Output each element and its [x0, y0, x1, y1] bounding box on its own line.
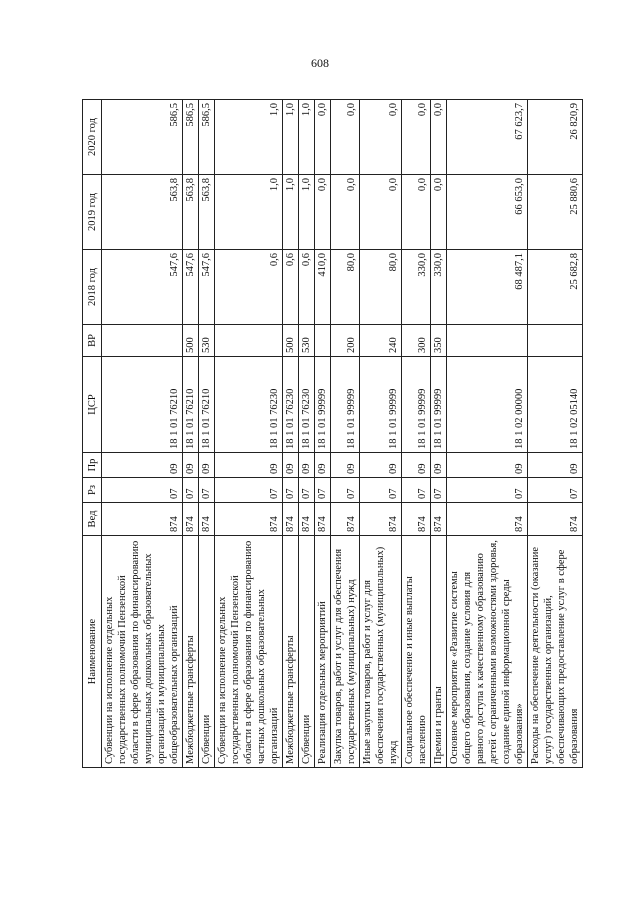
cell-ved: 874: [315, 503, 331, 536]
table-row: [102, 100, 183, 768]
cell-ved: 874: [199, 503, 215, 536]
cell-2018: 547,6: [102, 250, 183, 325]
cell-csr: 18 1 01 76230: [283, 357, 299, 453]
cell-pr: 09: [331, 453, 360, 478]
cell-vr: 350: [431, 325, 447, 357]
header-name: Наименование: [83, 536, 102, 768]
cell-csr: 18 1 01 76230: [299, 357, 315, 453]
cell-2018: 80,0: [360, 250, 402, 325]
cell-2019: 66 653,0: [447, 175, 528, 250]
cell-csr: 18 1 01 99999: [360, 357, 402, 453]
cell-2019: 1,0: [215, 175, 283, 250]
cell-pr: 09: [360, 453, 402, 478]
cell-vr: [102, 325, 183, 357]
cell-pr: 09: [528, 453, 583, 478]
cell-csr: 18 1 01 99999: [402, 357, 431, 453]
cell-2018: 410,0: [315, 250, 331, 325]
cell-2018: 330,0: [402, 250, 431, 325]
cell-2019: 1,0: [299, 175, 315, 250]
table-row: [315, 100, 331, 768]
cell-vr: 530: [299, 325, 315, 357]
cell-2020: 0,0: [331, 100, 360, 175]
cell-name: Субвенции на исполнение отдельных государственных полномочий Пензенской области в сфере образования по финансированию муниципальных дошкольных образовательных организаций и муниципальных общеобразовательных организаций: [102, 536, 183, 768]
cell-rz: 07: [528, 478, 583, 503]
cell-2020: 1,0: [299, 100, 315, 175]
cell-rz: 07: [360, 478, 402, 503]
table-row: [528, 100, 583, 768]
cell-name: Иные закупки товаров, работ и услуг для обеспечения государственных (муниципальных) нужд: [360, 536, 402, 768]
table-row: [283, 100, 299, 768]
header-vr: ВР: [83, 325, 102, 357]
cell-ved: 874: [215, 503, 283, 536]
cell-name: Расходы на обеспечение деятельности (оказание услуг) государственных организаций, обеспечивающих предоставление услуг в сфере образования: [528, 536, 583, 768]
cell-pr: 09: [199, 453, 215, 478]
page-number: 608: [311, 56, 329, 70]
cell-2018: 0,6: [215, 250, 283, 325]
cell-2020: 586,5: [199, 100, 215, 175]
cell-2018: 25 682,8: [528, 250, 583, 325]
cell-csr: 18 1 01 76210: [183, 357, 199, 453]
cell-rz: 07: [183, 478, 199, 503]
cell-2020: 0,0: [315, 100, 331, 175]
cell-name: Реализация отдельных мероприятий: [315, 536, 331, 768]
cell-rz: 07: [331, 478, 360, 503]
cell-ved: 874: [283, 503, 299, 536]
cell-2019: 0,0: [360, 175, 402, 250]
cell-pr: 09: [431, 453, 447, 478]
header-2020: 2020 год: [83, 100, 102, 175]
cell-2020: 1,0: [283, 100, 299, 175]
table-row: [402, 100, 431, 768]
cell-vr: 530: [199, 325, 215, 357]
cell-pr: 09: [283, 453, 299, 478]
cell-name: Социальное обеспечение и иные выплаты населению: [402, 536, 431, 768]
cell-2018: 68 487,1: [447, 250, 528, 325]
cell-pr: 09: [315, 453, 331, 478]
cell-2018: 330,0: [431, 250, 447, 325]
cell-name: Субвенции: [199, 536, 215, 768]
cell-ved: 874: [431, 503, 447, 536]
cell-csr: 18 1 01 76230: [215, 357, 283, 453]
cell-2020: 586,5: [183, 100, 199, 175]
cell-ved: 874: [360, 503, 402, 536]
cell-ved: 874: [447, 503, 528, 536]
cell-2019: 0,0: [431, 175, 447, 250]
table-row: [360, 100, 402, 768]
cell-csr: 18 1 01 99999: [431, 357, 447, 453]
cell-2018: 547,6: [199, 250, 215, 325]
cell-name: Закупка товаров, работ и услуг для обеспечения государственных (муниципальных) нужд: [331, 536, 360, 768]
cell-2019: 0,0: [331, 175, 360, 250]
cell-ved: 874: [183, 503, 199, 536]
cell-csr: 18 1 02 05140: [528, 357, 583, 453]
header-ved: Вед: [83, 503, 102, 536]
cell-vr: 240: [360, 325, 402, 357]
cell-rz: 07: [402, 478, 431, 503]
cell-ved: 874: [102, 503, 183, 536]
table-row: [215, 100, 283, 768]
table-row: [183, 100, 199, 768]
cell-2019: 0,0: [315, 175, 331, 250]
cell-2020: 0,0: [431, 100, 447, 175]
cell-csr: 18 1 02 00000: [447, 357, 528, 453]
cell-pr: 09: [299, 453, 315, 478]
table-row: [299, 100, 315, 768]
cell-2019: 1,0: [283, 175, 299, 250]
cell-vr: [447, 325, 528, 357]
cell-ved: 874: [402, 503, 431, 536]
cell-ved: 874: [299, 503, 315, 536]
header-pr: Пр: [83, 453, 102, 478]
cell-csr: 18 1 01 76210: [199, 357, 215, 453]
cell-2018: 0,6: [283, 250, 299, 325]
cell-2020: 67 623,7: [447, 100, 528, 175]
cell-ved: 874: [331, 503, 360, 536]
cell-rz: 07: [315, 478, 331, 503]
cell-rz: 07: [102, 478, 183, 503]
budget-table: [82, 99, 583, 768]
table-row: [431, 100, 447, 768]
cell-2018: 0,6: [299, 250, 315, 325]
table-row: [199, 100, 215, 768]
cell-csr: 18 1 01 99999: [315, 357, 331, 453]
cell-csr: 18 1 01 99999: [331, 357, 360, 453]
cell-pr: 09: [102, 453, 183, 478]
header-csr: ЦСР: [83, 357, 102, 453]
cell-2020: 0,0: [360, 100, 402, 175]
header-2019: 2019 год: [83, 175, 102, 250]
cell-2019: 563,8: [102, 175, 183, 250]
cell-rz: 07: [431, 478, 447, 503]
cell-rz: 07: [299, 478, 315, 503]
cell-2019: 563,8: [183, 175, 199, 250]
cell-vr: [215, 325, 283, 357]
cell-rz: 07: [447, 478, 528, 503]
rotated-table-wrapper: [82, 100, 580, 768]
cell-pr: 09: [447, 453, 528, 478]
cell-2019: 563,8: [199, 175, 215, 250]
header-2018: 2018 год: [83, 250, 102, 325]
cell-2020: 0,0: [402, 100, 431, 175]
cell-vr: 300: [402, 325, 431, 357]
cell-pr: 09: [402, 453, 431, 478]
cell-name: Субвенции: [299, 536, 315, 768]
table-row: [331, 100, 360, 768]
cell-csr: 18 1 01 76210: [102, 357, 183, 453]
cell-rz: 07: [199, 478, 215, 503]
cell-name: Межбюджетные трансферты: [183, 536, 199, 768]
cell-2018: 547,6: [183, 250, 199, 325]
header-rz: Рз: [83, 478, 102, 503]
cell-pr: 09: [215, 453, 283, 478]
cell-vr: 500: [183, 325, 199, 357]
cell-name: Межбюджетные трансферты: [283, 536, 299, 768]
cell-2020: 1,0: [215, 100, 283, 175]
cell-rz: 07: [215, 478, 283, 503]
cell-ved: 874: [528, 503, 583, 536]
cell-rz: 07: [283, 478, 299, 503]
table-row: [447, 100, 528, 768]
cell-vr: [528, 325, 583, 357]
table-header-row: [83, 100, 102, 768]
cell-2020: 586,5: [102, 100, 183, 175]
cell-2019: 25 880,6: [528, 175, 583, 250]
cell-pr: 09: [183, 453, 199, 478]
cell-vr: 200: [331, 325, 360, 357]
cell-name: Субвенции на исполнение отдельных государственных полномочий Пензенской области в сфере образования по финансированию частных дошкольных образовательных организаций: [215, 536, 283, 768]
cell-vr: [315, 325, 331, 357]
cell-name: Основное мероприятие «Развитие системы общего образования, создание условия для равного доступа к качественному образованию детей с ограниченными возможностями здоровья, создание единой информационной среды образования»: [447, 536, 528, 768]
cell-2019: 0,0: [402, 175, 431, 250]
cell-name: Премии и гранты: [431, 536, 447, 768]
cell-2020: 26 820,9: [528, 100, 583, 175]
cell-vr: 500: [283, 325, 299, 357]
cell-2018: 80,0: [331, 250, 360, 325]
